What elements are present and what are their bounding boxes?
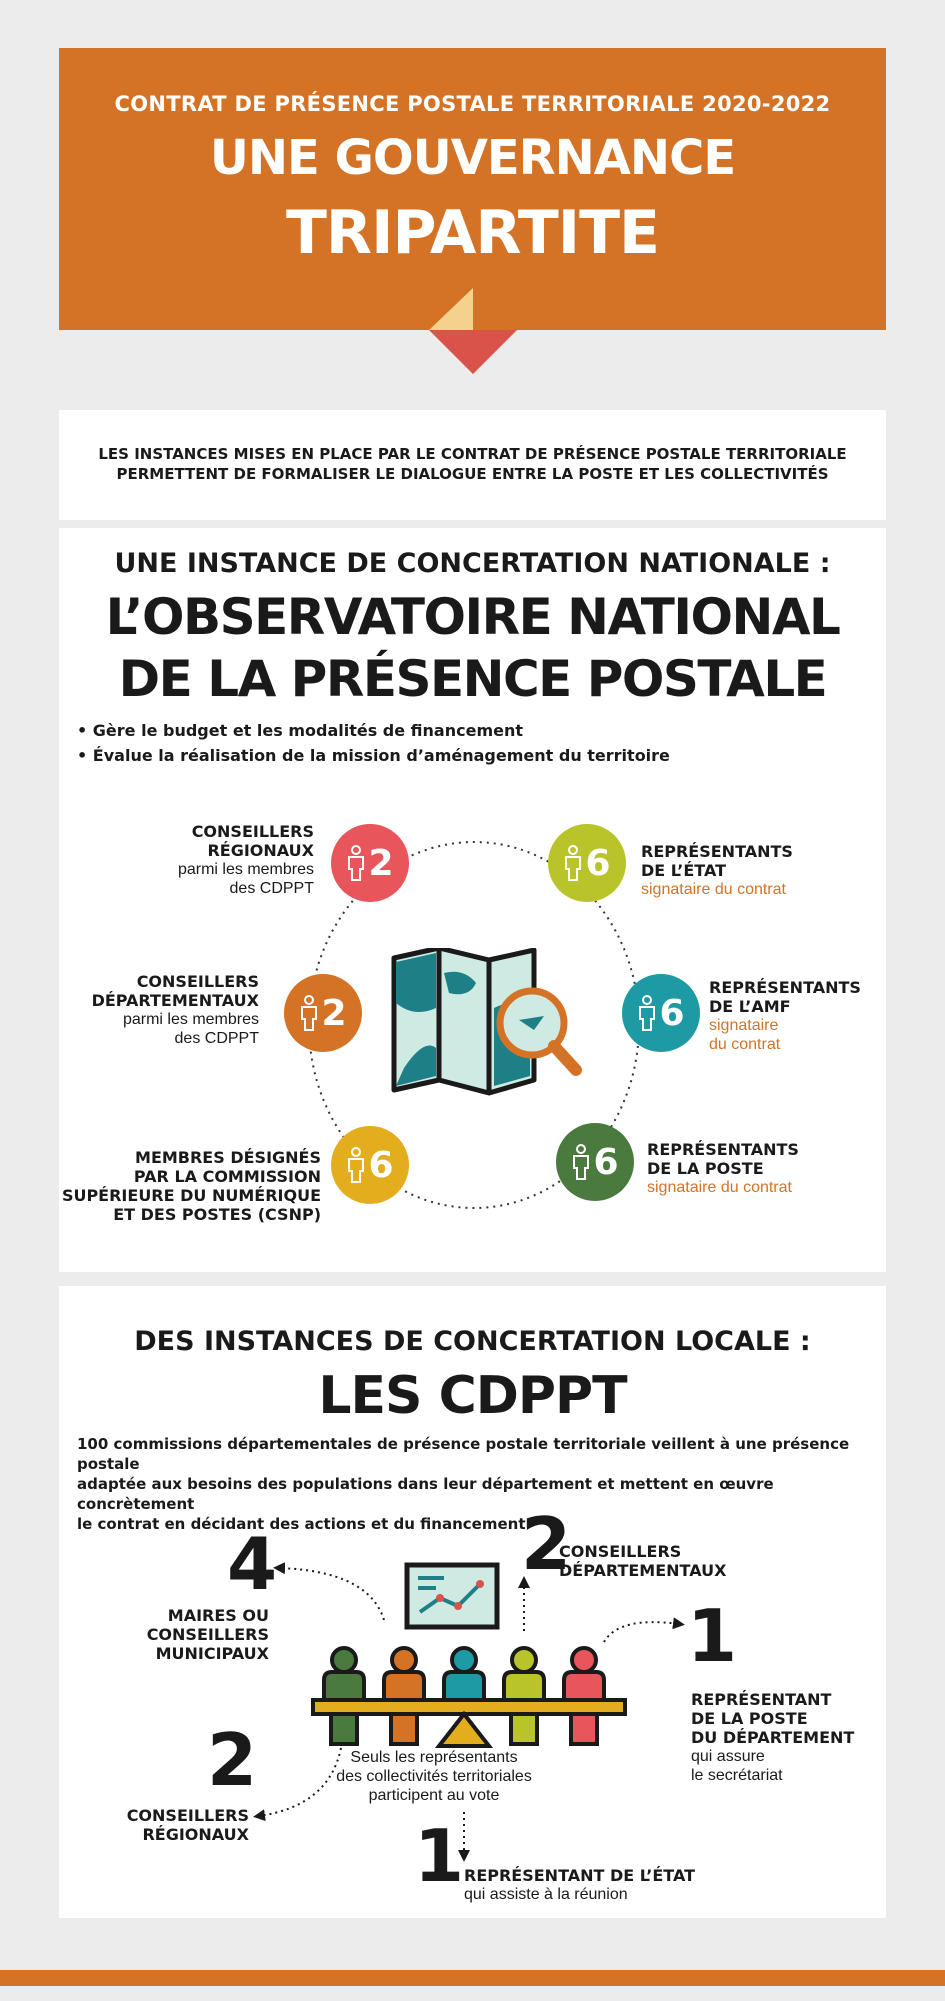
header-subtitle: CONTRAT DE PRÉSENCE POSTALE TERRITORIALE 2020-2022 (114, 92, 831, 116)
label-note: signataire du contrat (647, 1179, 792, 1196)
label-line: DE LA POSTE (647, 1159, 764, 1178)
national-title-line1: L’OBSERVATOIRE NATIONAL (105, 588, 840, 646)
etat-label (641, 842, 871, 899)
csnp-count-badge (331, 1126, 409, 1204)
map-magnifier-icon (384, 948, 584, 1098)
intro-text (59, 444, 886, 484)
national-title-line2: DE LA PRÉSENCE POSTALE (118, 650, 827, 708)
label-line: REPRÉSENTANTS (641, 842, 793, 861)
label-line: SUPÉRIEURE DU NUMÉRIQUE (61, 1186, 321, 1205)
departementaux-count-badge (284, 974, 362, 1052)
label-note: parmi les membres (122, 1011, 259, 1028)
label-note: des collectivités territoriales (336, 1768, 532, 1785)
label-line: RÉGIONAUX (142, 1825, 249, 1844)
label-line: DE L’ÉTAT (641, 861, 727, 880)
national-panel (59, 528, 886, 1272)
local-kicker: DES INSTANCES DE CONCERTATION LOCALE : (134, 1326, 811, 1357)
amf-count: 6 (659, 992, 685, 1034)
label-note: le secrétariat (691, 1767, 783, 1784)
header-arrow-icon (429, 288, 517, 374)
label-note: des CDPPT (229, 880, 314, 897)
intro-line1: LES INSTANCES MISES EN PLACE PAR LE CONTRAT DE PRÉSENCE POSTALE TERRITORIALE (98, 445, 847, 463)
person-icon (444, 1648, 484, 1702)
label-line: MAIRES OU (167, 1606, 269, 1625)
regionaux-count: 2 (368, 842, 394, 884)
label-line: REPRÉSENTANTS (647, 1140, 799, 1159)
departementaux-count: 2 (321, 992, 347, 1034)
regionaux-local-count: 2 (207, 1718, 258, 1802)
label-line: MUNICIPAUX (155, 1644, 269, 1663)
maires-count: 4 (227, 1522, 278, 1606)
amf-label (709, 978, 879, 1054)
person-icon (504, 1648, 544, 1744)
desc-line: 100 commissions départementales de présence postale territoriale veillent à une présence postale (77, 1435, 850, 1473)
bullet-item: • Évalue la réalisation de la mission d’aménagement du territoire (77, 746, 670, 765)
person-icon (571, 1144, 591, 1180)
poste-count: 6 (593, 1141, 619, 1183)
label-note: parmi les membres (177, 861, 314, 878)
label-line: CONSEILLERS (126, 1806, 249, 1825)
label-note: signataire du contrat (641, 881, 786, 898)
label-line: ET DES POSTES (CSNP) (113, 1205, 321, 1224)
person-icon (299, 995, 319, 1031)
footer-bar (0, 1970, 945, 1986)
amf-count-badge (622, 974, 700, 1052)
label-line: MEMBRES DÉSIGNÉS (135, 1148, 321, 1167)
label-note: signataire (709, 1017, 779, 1034)
csnp-count: 6 (368, 1144, 394, 1186)
presentation-board-icon (404, 1562, 500, 1630)
meeting-table-icon (309, 1642, 629, 1752)
departementaux-local-count: 2 (521, 1502, 572, 1586)
label-note: du contrat (709, 1036, 781, 1053)
bullet-text: Évalue la réalisation de la mission d’aménagement du territoire (92, 746, 670, 765)
label-line: DE LA POSTE (691, 1709, 808, 1728)
label-note: qui assiste à la réunion (464, 1886, 628, 1903)
label-line: DÉPARTEMENTAUX (559, 1561, 727, 1580)
label-line: DE L’AMF (709, 997, 791, 1016)
person-icon (563, 845, 583, 881)
desc-line: le contrat en décidant des actions et du financement (77, 1515, 526, 1533)
departementaux-label (59, 972, 259, 1048)
header-title-line1: UNE GOUVERNANCE (209, 130, 736, 186)
label-line: PAR LA COMMISSION (133, 1167, 321, 1186)
label-note: des CDPPT (174, 1030, 259, 1047)
local-panel (59, 1286, 886, 1918)
label-line: CONSEILLERS (136, 972, 259, 991)
intro-panel (59, 410, 886, 520)
person-icon (324, 1648, 364, 1744)
csnp-label (59, 1148, 321, 1224)
national-kicker: UNE INSTANCE DE CONCERTATION NATIONALE : (114, 548, 831, 579)
label-line: CONSEILLERS (146, 1625, 269, 1644)
person-icon (346, 1147, 366, 1183)
person-icon (384, 1648, 424, 1744)
etat-local-count: 1 (414, 1814, 465, 1898)
regionaux-count-badge (331, 824, 409, 902)
label-note: participent au vote (368, 1787, 500, 1804)
bullet-text: Gère le budget et les modalités de financement (92, 721, 524, 740)
label-line: REPRÉSENTANT (691, 1690, 832, 1709)
intro-line2: PERMETTENT DE FORMALISER LE DIALOGUE ENTRE LA POSTE ET LES COLLECTIVITÉS (116, 465, 829, 483)
label-line: REPRÉSENTANT DE L’ÉTAT (464, 1866, 696, 1885)
poste-count-badge (556, 1123, 634, 1201)
label-line: CONSEILLERS (191, 822, 314, 841)
bullet-item: • Gère le budget et les modalités de financement (77, 721, 524, 740)
label-line: DU DÉPARTEMENT (691, 1728, 855, 1747)
person-icon (637, 995, 657, 1031)
desc-line: adaptée aux besoins des populations dans leur département et mettent en œuvre concrètement (77, 1475, 774, 1513)
regionaux-label (89, 822, 314, 898)
poste-local-count: 1 (687, 1594, 738, 1678)
person-icon (564, 1648, 604, 1744)
label-note: qui assure (691, 1748, 765, 1765)
local-title: LES CDPPT (318, 1366, 627, 1426)
label-line: RÉGIONAUX (207, 841, 314, 860)
label-line: CONSEILLERS (559, 1542, 682, 1561)
label-line: REPRÉSENTANTS (709, 978, 861, 997)
etat-count: 6 (585, 842, 611, 884)
person-icon (346, 845, 366, 881)
etat-count-badge (548, 824, 626, 902)
header-title-line2: TRIPARTITE (285, 198, 660, 268)
national-bullets (77, 718, 670, 768)
label-line: DÉPARTEMENTAUX (91, 991, 259, 1010)
label-note: Seuls les représentants (350, 1749, 518, 1766)
poste-label (647, 1140, 877, 1197)
